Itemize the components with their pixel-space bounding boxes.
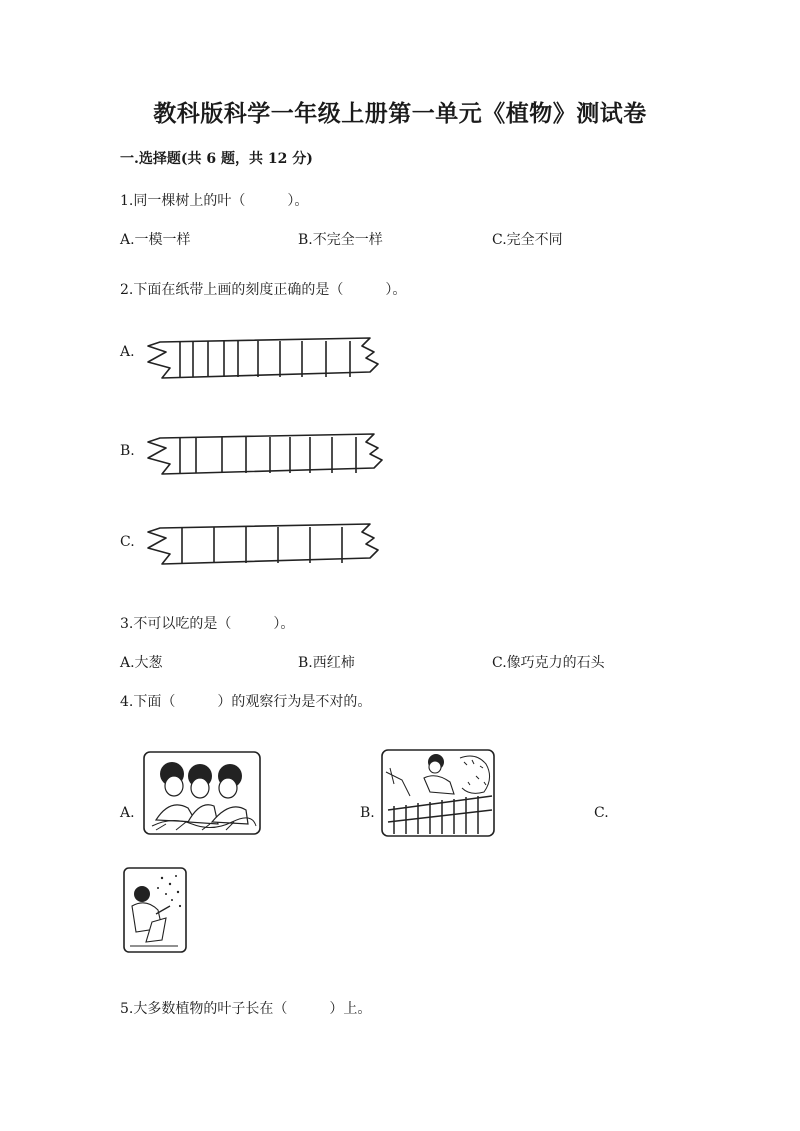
q2-option-a: A. xyxy=(120,344,135,360)
q1-option-a: A.一模一样 xyxy=(120,232,191,248)
q4-option-a: A. xyxy=(120,805,135,821)
q4-option-b: B. xyxy=(360,805,375,821)
children-observing-image xyxy=(142,750,262,836)
q3-option-b: B.西红柿 xyxy=(298,655,355,671)
question-1: 1.同一棵树上的叶（ ）。 xyxy=(120,193,309,209)
q3-option-c: C.像巧克力的石头 xyxy=(492,655,605,671)
question-3: 3.不可以吃的是（ ）。 xyxy=(120,616,295,632)
tape-c-image xyxy=(140,520,390,570)
q3-option-a: A.大葱 xyxy=(120,655,163,671)
girl-at-fence-image xyxy=(380,748,496,838)
q2-option-c: C. xyxy=(120,534,135,550)
question-4: 4.下面（ ）的观察行为是不对的。 xyxy=(120,694,372,710)
section-heading: 一.选择题(共 6 题，共 12 分) xyxy=(120,151,313,167)
question-5: 5.大多数植物的叶子长在（ ）上。 xyxy=(120,1001,372,1017)
page-title: 教科版科学一年级上册第一单元《植物》测试卷 xyxy=(153,100,647,127)
q2-option-b: B. xyxy=(120,443,135,459)
child-writing-image xyxy=(122,866,188,954)
q1-option-b: B.不完全一样 xyxy=(298,232,383,248)
question-2: 2.下面在纸带上画的刻度正确的是（ ）。 xyxy=(120,282,407,298)
q4-option-c: C. xyxy=(594,805,609,821)
q1-option-c: C.完全不同 xyxy=(492,232,563,248)
tape-a-image xyxy=(140,334,390,384)
tape-b-image xyxy=(140,430,390,480)
